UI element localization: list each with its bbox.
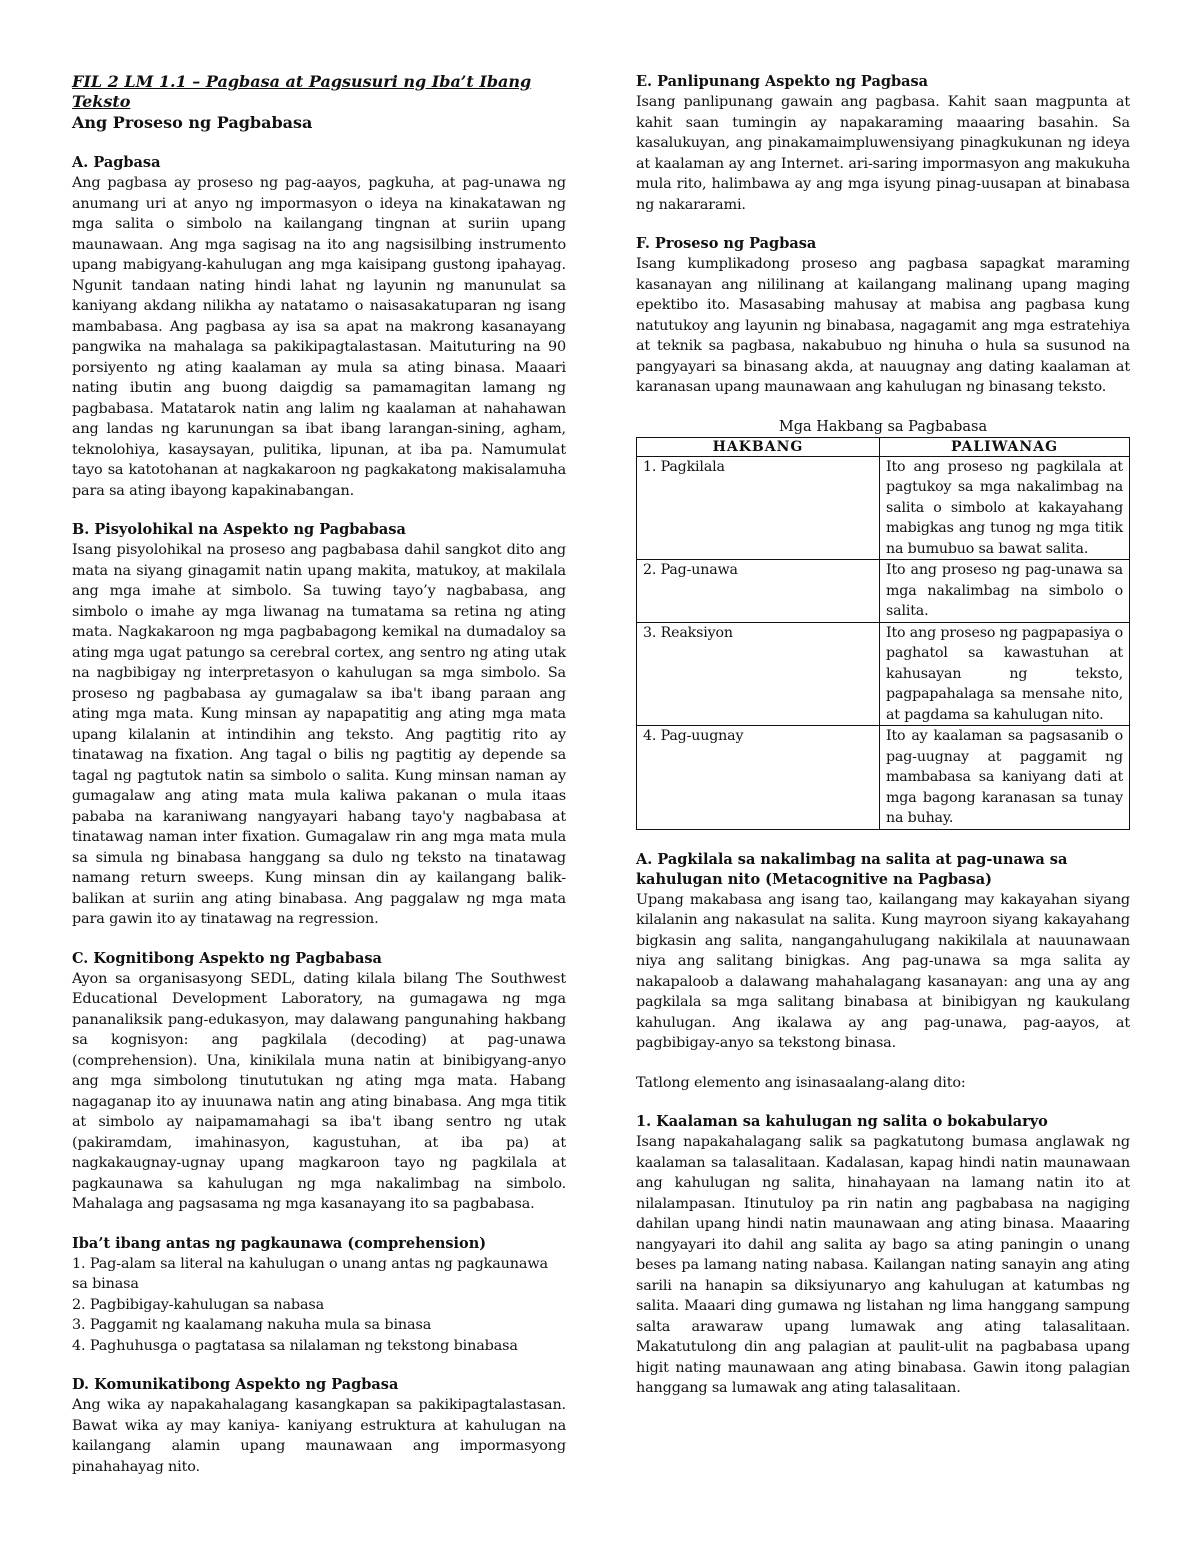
document-page — [72, 72, 1130, 1512]
description-cell: Ito ang proseso ng pagkilala at pagtukoy sa mga nakalimbag na salita o simbolo at kakayahang mabigkas ang tunog ng mga titik na bumubuo sa bawat salita. — [880, 456, 1130, 560]
left-column — [72, 72, 566, 1512]
section-heading: A. Pagbasa — [72, 154, 161, 171]
section-heading: E. Panlipunang Aspekto ng Pagbasa — [636, 73, 929, 90]
section-heading: Iba’t ibang antas ng pagkaunawa (comprehension) — [72, 1234, 487, 1252]
table-title: Mga Hakbang sa Pagbabasa — [778, 418, 988, 435]
list-item: 3. Paggamit ng kaalamang nakuha mula sa binasa — [72, 1317, 432, 1333]
section-kognitibo — [72, 949, 566, 1215]
section-body: Ayon sa organisasyong SEDL, dating kilala bilang The Southwest Educational Development Laboratory, na gumagawa ng mga pananaliksik pang-edukasyon, may dalawang pangunahing hakbang sa kognisyon: ang pagkilala (decoding) at pag-unawa (comprehension). Una, kinikilala muna natin at binibigyang-anyo ang mga simbolong tinututukan ng ating mga mata. Habang nagaganap ito ay inuunawa natin ang ating binabasa. Ang mga titik at simbolo ay naipamamahagi sa iba't ibang sentro ng utak (pakiramdam, imahinasyon, kagustuhan, at iba pa) at nagkakaugnay-ugnay upang magkaroon tayo ng pagkilala at pagkaunawa sa kahulugan ng mga nakalimbag na simbolo. Mahalaga ang pagsasama ng mga kasanayang ito sa pagbabasa. — [72, 970, 566, 1212]
section-pisyolohikal — [72, 520, 566, 930]
document-title: FIL 2 LM 1.1 – Pagbasa at Pagsusuri ng Iba’t Ibang Teksto — [72, 72, 532, 111]
table-row — [637, 456, 1130, 560]
section-heading: 1. Kaalaman sa kahulugan ng salita o bokabularyo — [636, 1113, 1048, 1130]
step-cell: 1. Pagkilala — [637, 456, 880, 560]
section-intro — [636, 1073, 1130, 1094]
section-heading: B. Pisyolohikal na Aspekto ng Pagbabasa — [72, 521, 406, 538]
reading-steps-table — [636, 437, 1130, 830]
section-bokabularyo — [636, 1112, 1130, 1399]
table-row — [637, 726, 1130, 830]
comprehension-levels-list — [72, 1254, 566, 1357]
section-heading: D. Komunikatibong Aspekto ng Pagbasa — [72, 1376, 399, 1393]
section-body: Upang makabasa ang isang tao, kailangang may kakayahan siyang kilalanin ang nakasulat na salita. Kung mayroon siyang kakayahang bigkasin ang salita, nangangahulugang nakikilala at nauunawaan niya ang salitang binigkas. Ang pag-unawa sa mga salita ay nakapaloob a dalawang mahahalagang kasanayan: ang una ay ang pagkilala sa mga salitang binabasa at binibigyan ng kaukulang kahulugan. Ang ikalawa ay ang pag-unawa, pag-aayos, at pagbibigay-anyo sa tekstong binasa. — [636, 891, 1130, 1051]
list-item: 1. Pag-alam sa literal na kahulugan o unang antas ng pagkaunawa sa binasa — [72, 1255, 548, 1292]
step-cell: 2. Pag-unawa — [637, 560, 880, 623]
section-proseso — [636, 234, 1130, 398]
section-pagbasa — [72, 153, 566, 501]
description-cell: Ito ang proseso ng pag-unawa sa mga nakalimbag na simbolo o salita. — [880, 560, 1130, 623]
step-cell: 4. Pag-uugnay — [637, 726, 880, 830]
section-komunikatibo — [72, 1375, 566, 1477]
section-body: Ang pagbasa ay proseso ng pag-aayos, pagkuha, at pag-unawa ng anumang uri at anyo ng impormasyon o ideya na kinakatawan ng mga salita o simbolo na kailangang tingnan at suriin upang maunawaan. Ang mga sagisag na ito ang nagsisilbing instrumento upang mabigyang-kahulugan ang mga kaisipang gustong ipahayag. Ngunit tandaan nating hindi lahat ng layunin ng manunulat sa kaniyang akdang nilikha ay natatamo o naisasakatuparan ng isang mambabasa. Ang pagbasa ay isa sa apat na makrong kasanayang pangwika na mahalaga sa pakikipagtalastasan. Maituturing na 90 porsiyento ng ating kaalaman ay mula sa ating binasa. Maaari nating ibutin ang buong daigdig sa pamamagitan lamang ng pagbabasa. Matatarok natin ang lalim ng kaalaman at nahahawan ang landas ng karunungan sa ibat ibang larangan-sining, agham, teknolohiya, kasaysayan, pulitika, lipunan, at iba pa. Namumulat tayo sa katotohanan at nagkakaroon ng pagkakatong makisalamuha para sa ating ibayong kapakinabangan. — [72, 175, 566, 499]
intro-text: Tatlong elemento ang isinasaalang-alang dito: — [636, 1074, 966, 1091]
list-item: 2. Pagbibigay-kahulugan sa nabasa — [72, 1296, 325, 1313]
section-body: Isang kumplikadong proseso ang pagbasa sapagkat maraming kasanayan ang nililinang at kailangang malinang upang maging epektibo ito. Masasabing mahusay at mabisa ang pagbasa kung natutukoy ang layunin ng binabasa, nagagamit ang mga estratehiya at teknik sa pagbasa, nakabubuo ng hinuha o hula sa susunod na pangyayari sa binasang akda, at nauugnay ang dating kaalaman at karanasan upang maunawaan ang kahulugan ng binasang teksto. — [636, 256, 1130, 395]
table-header-row — [637, 437, 1130, 456]
table-row — [637, 560, 1130, 623]
description-cell: Ito ay kaalaman sa pagsasanib o pag-uugnay at paggamit ng mambabasa sa kaniyang dati at mga bagong karanasan sa tunay na buhay. — [880, 726, 1130, 830]
description-cell: Ito ang proseso ng pagpapasiya o paghatol sa kawastuhan at kahusayan ng teksto, pagpapahalaga sa mensahe nito, at pagdama sa kahulugan nito. — [880, 622, 1130, 726]
section-heading: F. Proseso ng Pagbasa — [636, 235, 817, 252]
section-heading: A. Pagkilala sa nakalimbag na salita at pag-unawa sa kahulugan nito (Metacognitive na Pagbasa) — [636, 850, 1068, 888]
list-item: 4. Paghuhusga o pagtatasa sa nilalaman ng tekstong binabasa — [72, 1337, 518, 1354]
section-body: Isang napakahalagang salik sa pagkatutong bumasa anglawak ng kaalaman sa talasalitaan. Kadalasan, kapag hindi natin maunawaan ang kahulugan ng salita, hinahayaan na lamang natin ito at nilalampasan. Itinutuloy pa rin natin ang pagbabasa na nagiging dahilan upang hindi natin maunawaan ang ating binasa. Maaaring nangyayari ito dahil ang salita ay bago sa ating paningin o unang beses pa lamang nating nabasa. Kailangan nating sanayin ang ating sarili na hanapin sa diksiyunaryo ang kahulugan at katumbas ng salita. Maaari ding gumawa ng listahan ng lima hanggang sampung salta arawaraw upang lumawak ang ating talasalitaan. Makatutulong din ang palagian at paulit-ulit na pagbabasa upang higit nating maunawaan ang ating binabasa. Gawin itong palagian hanggang sa lumawak ang ating talasalitaan. — [636, 1134, 1130, 1396]
column-header: PALIWANAG — [880, 437, 1130, 456]
section-body: Isang panlipunang gawain ang pagbasa. Kahit saan magpunta at kahit saan tumingin ay napakaraming maaaring basahin. Sa kasalukuyan, ang pinakamaimpluwensiyang pinagkukunan ng ideya at kaalaman ay ang Internet. ari-saring impormasyon ang makukuha mula rito, halimbawa ay ang mga isyung pinag-uusapan at binabasa ng nakararami. — [636, 94, 1130, 213]
section-body: Ang wika ay napakahalagang kasangkapan sa pakikipagtalastasan. Bawat wika ay may kaniya- kaniyang estruktura at kahulugan na kailangang alamin upang maunawaan ang impormasyong pinahahayag nito. — [72, 1397, 566, 1475]
column-header: HAKBANG — [637, 437, 880, 456]
right-column — [636, 72, 1130, 1512]
section-panlipunan — [636, 72, 1130, 215]
table-row — [637, 622, 1130, 726]
document-subtitle: Ang Proseso ng Pagbabasa — [72, 113, 313, 132]
section-antas-pagkaunawa — [72, 1234, 566, 1357]
section-metacognitive — [636, 850, 1130, 1054]
section-heading: C. Kognitibong Aspekto ng Pagbabasa — [72, 949, 382, 967]
step-cell: 3. Reaksiyon — [637, 622, 880, 726]
section-body: Isang pisyolohikal na proseso ang pagbabasa dahil sangkot dito ang mata na siyang ginagamit natin upang makita, matukoy, at makilala ang mga imahe at simbolo. Sa tuwing tayo’y nagbabasa, ang simbolo o imahe ay mga liwanag na tumatama sa retina ng ating mata. Nagkakaroon ng mga pagbabagong kemikal na dumadaloy sa ating mga ugat patungo sa cerebral cortex, ang sentro ng ating utak na nagbibigay ng interpretasyon o kahulugan sa mga simbolo. Sa proseso ng pagbabasa ay gumagalaw sa iba't ibang paraan ang ating mga mata. Kung minsan ay napapatitig ang ating mga mata upang kilalanin at intindihin ang teksto. Ang pagtitig rito ay tinatawag na fixation. Ang tagal o bilis ng pagtitig ay depende sa tagal ng pagtutok natin sa simbolo o salita. Kung minsan naman ay gumagalaw ang ating mata mula kaliwa pakanan o mula itaas pababa na karaniwang nangyayari habang tayo'y nagbabasa at tinatawag naman inter fixation. Gumagalaw rin ang mga mata mula sa simula ng binabasa hanggang sa dulo ng teksto na tinatawag namang return sweeps. Kung minsan din ay kailangang balik-balikan at suriin ang ating binabasa. Ang paggalaw ng mga mata para gawin ito ay tinatawag na regression. — [72, 542, 566, 927]
